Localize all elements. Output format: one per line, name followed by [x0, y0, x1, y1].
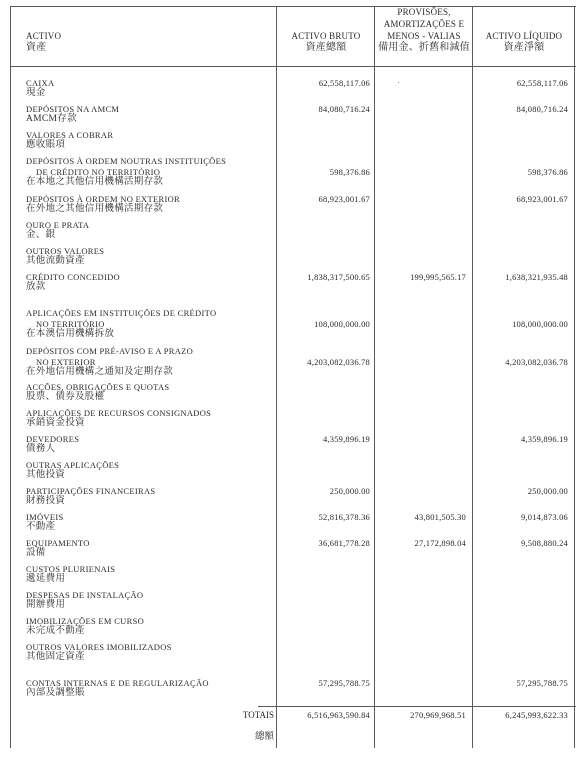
value-liquido: 84,080,716.24	[516, 104, 568, 114]
header-bottom-rule	[10, 66, 576, 67]
header-prov-zh: 備用金、折舊和減值	[378, 42, 470, 53]
table-row	[26, 642, 576, 663]
row-label-zh: 在本地之其他信用機構活期存款	[26, 177, 164, 187]
value-liquido: 4,203,082,036.78	[505, 357, 568, 367]
value-bruto: 62,558,117.06	[318, 78, 370, 88]
value-bruto: 68,923,001.67	[318, 194, 370, 204]
value-liquido: 598,376.86	[527, 167, 568, 177]
row-label-pt: IMÓVEIS	[26, 512, 64, 522]
value-provisoes: 199,995,565.17	[410, 272, 466, 282]
total-bruto: 6,516,963,590.84	[307, 710, 370, 720]
row-label-zh: 其他投資	[26, 470, 66, 480]
value-liquido: 250,000.00	[527, 486, 568, 496]
header-activo-zh: 資產	[26, 42, 47, 53]
value-bruto: 36,681,778.28	[318, 538, 370, 548]
header-prov-pt3: MENOS - VALIAS	[387, 31, 461, 41]
header-liquido-zh: 資產淨額	[503, 42, 545, 53]
value-bruto: 108,000,000.00	[314, 319, 370, 329]
row-label-zh: 承銷資金投資	[26, 418, 85, 428]
table-row	[26, 590, 576, 611]
row-label-zh: 財務投資	[26, 496, 66, 506]
header-activo-pt: ACTIVO	[26, 31, 62, 41]
scan-mark	[398, 82, 399, 83]
row-label-pt: CUSTOS PLURIENAIS	[26, 564, 116, 574]
value-liquido: 1,638,321,935.48	[505, 272, 568, 282]
value-bruto: 4,203,082,036.78	[307, 357, 370, 367]
value-liquido: 9,508,880.24	[520, 538, 568, 548]
row-label-pt: DE CRÉDITO NO TERRITÓRIO	[36, 167, 161, 177]
value-bruto: 52,816,378.36	[318, 512, 370, 522]
value-liquido: 62,558,117.06	[516, 78, 568, 88]
row-label-pt: OUTROS VALORES IMOBILIZADOS	[26, 642, 172, 652]
row-label-zh: 放款	[26, 282, 46, 292]
row-label-pt: APLICAÇÕES EM INSTITUIÇÕES DE CRÉDITO	[26, 308, 217, 318]
row-label-pt: VALORES A COBRAR	[26, 130, 114, 140]
row-label-pt: NO EXTERIOR	[36, 357, 96, 367]
header-bruto-pt: ACTIVO BRUTO	[291, 31, 361, 41]
row-label-zh: 在外地之其他信用機構活期存款	[26, 204, 164, 214]
row-label-pt: DEPÓSITOS COM PRÉ-AVISO E A PRAZO	[26, 346, 194, 356]
total-provisoes: 270,969,968.51	[410, 710, 466, 720]
value-provisoes: 27,172,898.04	[414, 538, 466, 548]
header-bruto-zh: 資產總額	[305, 42, 347, 53]
row-label-pt: DESPESAS DE INSTALAÇÃO	[26, 590, 144, 600]
value-bruto: 84,080,716.24	[318, 104, 370, 114]
row-label-pt: ACÇÕES, OBRIGAÇÕES E QUOTAS	[26, 382, 170, 392]
row-label-pt: EQUIPAMENTO	[26, 538, 90, 548]
row-label-zh: 現金	[26, 88, 46, 98]
totals-label-pt: TOTAIS	[242, 710, 274, 720]
column-divider	[10, 6, 11, 748]
row-label-zh: 未完成不動產	[26, 626, 85, 636]
totals-label	[222, 710, 274, 742]
row-label-zh: 開辦費用	[26, 600, 66, 610]
row-label-zh: 不動產	[26, 522, 56, 532]
header-prov-pt1: PROVISÕES,	[397, 7, 451, 17]
value-liquido: 108,000,000.00	[512, 319, 568, 329]
row-label-pt: CAIXA	[26, 78, 55, 88]
row-label-pt: APLICAÇÕES DE RECURSOS CONSIGNADOS	[26, 408, 212, 418]
row-label-zh: 股票、債券及股權	[26, 392, 105, 402]
row-label-pt: IMOBILIZAÇÕES EM CURSO	[26, 616, 145, 626]
row-label-pt: DEPÓSITOS NA AMCM	[26, 104, 120, 114]
value-liquido: 68,923,001.67	[516, 194, 568, 204]
header-activo-liquido	[474, 30, 574, 54]
row-label-zh: 其他流動資產	[26, 256, 85, 266]
row-label-pt: OURO E PRATA	[26, 220, 90, 230]
row-label-pt: OUTRAS APLICAÇÕES	[26, 460, 120, 470]
row-label-zh: 應收賬項	[26, 140, 66, 150]
table-row	[26, 460, 576, 481]
totals-rule	[258, 706, 576, 707]
value-liquido: 9,014,873.06	[520, 512, 568, 522]
row-label-pt: DEPÓSITOS À ORDEM NO EXTERIOR	[26, 194, 180, 204]
value-provisoes: 43,801,505.30	[414, 512, 466, 522]
table-row	[26, 382, 576, 403]
header-provisoes	[376, 6, 472, 54]
table-row	[26, 220, 576, 241]
value-bruto: 1,838,317,500.65	[307, 272, 370, 282]
row-label-zh: 在外地信用機構之通知及定期存款	[26, 367, 174, 377]
header-prov-pt2: AMORTIZAÇÕES E	[383, 19, 465, 29]
value-liquido: 57,295,788.75	[516, 678, 568, 688]
row-label-pt: PARTICIPAÇÕES FINANCEIRAS	[26, 486, 156, 496]
balance-sheet	[10, 2, 576, 754]
row-label-pt: DEVEDORES	[26, 434, 80, 444]
header-activo-bruto	[286, 30, 366, 54]
row-label-pt: NO TERRITÓRIO	[36, 319, 105, 329]
row-label-zh: 在本澳信用機構拆放	[26, 329, 115, 339]
value-liquido: 4,359,896.19	[520, 434, 568, 444]
row-label-zh: 債務人	[26, 444, 56, 454]
table-row	[26, 130, 576, 151]
value-bruto: 57,295,788.75	[318, 678, 370, 688]
totals-label-zh: 總額	[254, 732, 274, 742]
table-row	[26, 246, 576, 267]
table-row	[26, 564, 576, 585]
total-liquido: 6,245,993,622.33	[505, 710, 568, 720]
table-row	[26, 616, 576, 637]
row-label-zh: AMCM存款	[26, 114, 77, 124]
row-label-pt: CONTAS INTERNAS E DE REGULARIZAÇÃO	[26, 678, 209, 688]
header-activo	[26, 30, 61, 54]
row-label-pt: DEPÓSITOS À ORDEM NOUTRAS INSTITUIÇÕES	[26, 156, 227, 166]
row-label-zh: 內部及調整賬	[26, 688, 85, 698]
row-label-pt: OUTROS VALORES	[26, 246, 105, 256]
row-label-pt: CRÉDITO CONCEDIDO	[26, 272, 120, 282]
row-label-zh: 遞延費用	[26, 574, 66, 584]
header-top-rule	[10, 6, 576, 7]
value-bruto: 598,376.86	[329, 167, 370, 177]
value-bruto: 250,000.00	[329, 486, 370, 496]
header-liquido-pt: ACTIVO LÍQUIDO	[485, 31, 563, 41]
value-bruto: 4,359,896.19	[322, 434, 370, 444]
row-label-zh: 金、銀	[26, 230, 56, 240]
row-label-zh: 設備	[26, 548, 46, 558]
table-row	[26, 408, 576, 429]
row-label-zh: 其他固定資產	[26, 652, 85, 662]
